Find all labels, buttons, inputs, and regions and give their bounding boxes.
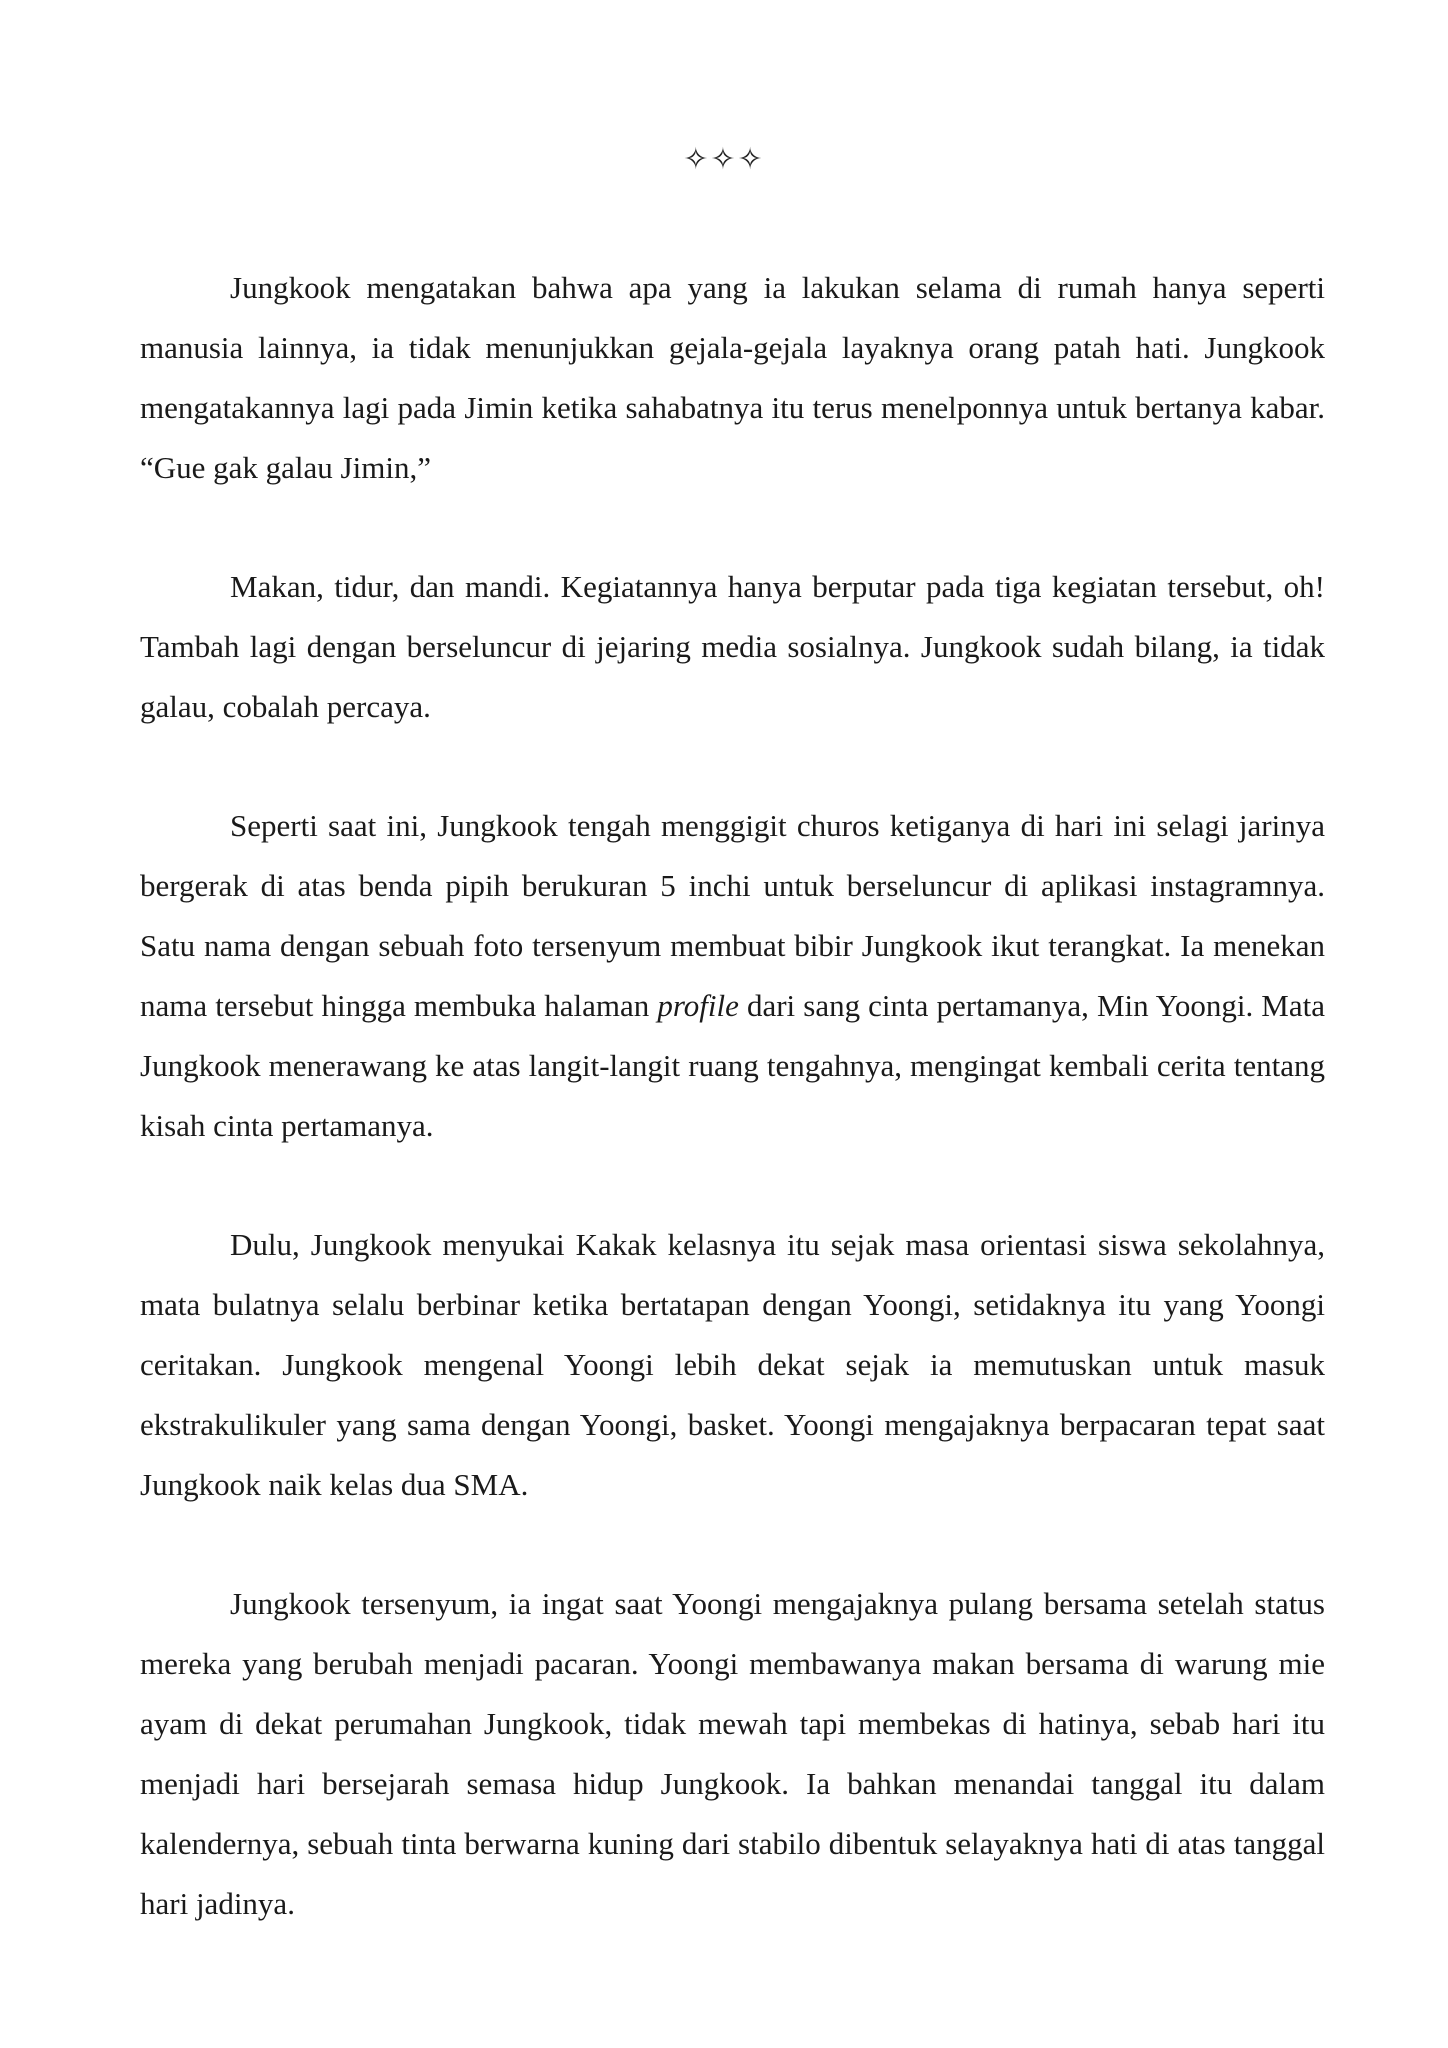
story-body xyxy=(140,258,1325,1934)
paragraph-3-text-after: dari sang cinta pertamanya, Min Yoongi. Mata Jungkook menerawang ke atas langit-langit ruang tengahnya, mengingat kembali cerita tentang kisah cinta pertamanya. xyxy=(140,988,1325,1143)
paragraph-3 xyxy=(140,796,1325,1156)
paragraph-2: Makan, tidur, dan mandi. Kegiatannya hanya berputar pada tiga kegiatan tersebut, oh! Tambah lagi dengan berseluncur di jejaring media sosialnya. Jungkook sudah bilang, ia tidak galau, cobalah percaya. xyxy=(140,569,1325,724)
paragraph-5: Jungkook tersenyum, ia ingat saat Yoongi mengajaknya pulang bersama setelah status mereka yang berubah menjadi pacaran. Yoongi membawanya makan bersama di warung mie ayam di dekat perumahan Jungkook, tidak mewah tapi membekas di hatinya, sebab hari itu menjadi hari bersejarah semasa hidup Jungkook. Ia bahkan menandai tanggal itu dalam kalendernya, sebuah tinta berwarna kuning dari stabilo dibentuk selayaknya hati di atas tanggal hari jadinya. xyxy=(140,1586,1325,1921)
section-break-ornament: ✧✧✧ xyxy=(683,142,765,177)
paragraph-3-text-before: Seperti saat ini, Jungkook tengah menggigit churos ketiganya di hari ini selagi jarinya bergerak di atas benda pipih berukuran 5 inchi untuk berseluncur di aplikasi instagramnya. Satu nama dengan sebuah foto tersenyum membuat bibir Jungkook ikut terangkat. Ia menekan nama tersebut hingga membuka halaman xyxy=(140,808,1325,1023)
paragraph-3-italic-word: profile xyxy=(657,988,739,1023)
paragraph-1: Jungkook mengatakan bahwa apa yang ia lakukan selama di rumah hanya seperti manusia lainnya, ia tidak menunjukkan gejala-gejala layaknya orang patah hati. Jungkook mengatakannya lagi pada Jimin ketika sahabatnya itu terus menelponnya untuk bertanya kabar. “Gue gak galau Jimin,” xyxy=(140,270,1325,485)
paragraph-4: Dulu, Jungkook menyukai Kakak kelasnya itu sejak masa orientasi siswa sekolahnya, mata bulatnya selalu berbinar ketika bertatapan dengan Yoongi, setidaknya itu yang Yoongi ceritakan. Jungkook mengenal Yoongi lebih dekat sejak ia memutuskan untuk masuk ekstrakulikuler yang sama dengan Yoongi, basket. Yoongi mengajaknya berpacaran tepat saat Jungkook naik kelas dua SMA. xyxy=(140,1227,1325,1502)
